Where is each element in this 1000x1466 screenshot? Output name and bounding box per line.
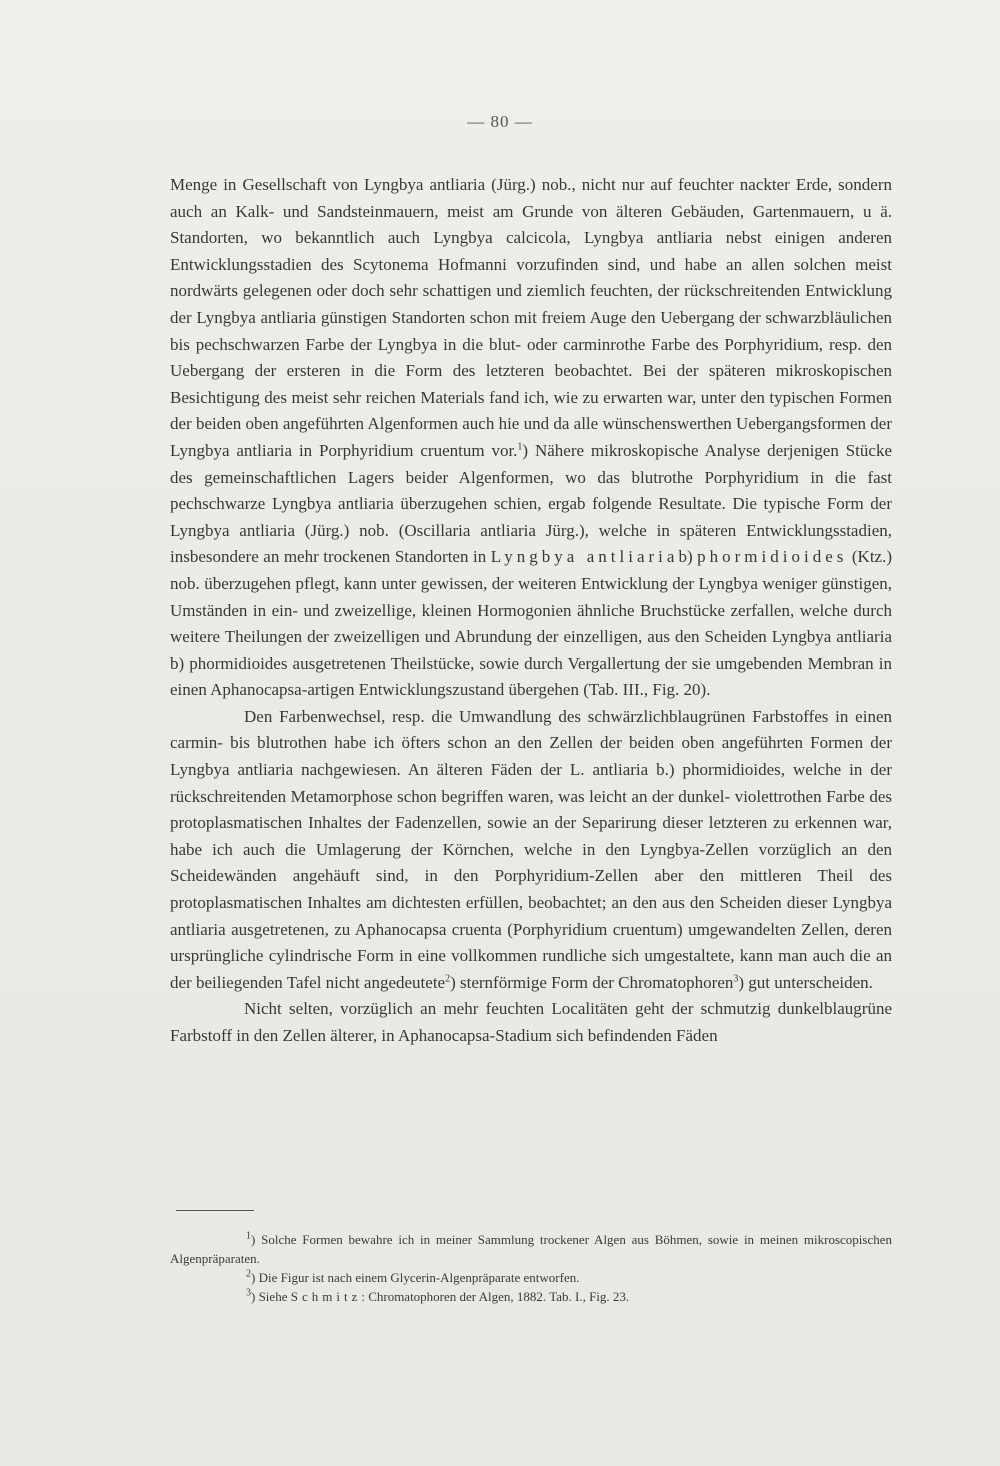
paragraph-2 <box>170 704 892 997</box>
footnote-text: : Chromatophoren der Algen, 1882. Tab. I., Fig. 23. <box>361 1289 630 1304</box>
spaced-species-name: Lyngbya antliaria <box>490 547 679 567</box>
paragraph-text: b) <box>678 547 698 567</box>
footnote-text: ) Solche Formen bewahre ich in meiner Sammlung trockener Algen aus Böhmen, sowie in meinen mikroscopischen Algenpräparaten. <box>170 1232 892 1266</box>
footnote-3 <box>170 1287 892 1306</box>
footnote-mark: 2 <box>246 1268 251 1280</box>
paragraph-3 <box>170 996 892 1049</box>
paragraph-text: Menge in Gesellschaft von Lyngbya antliaria (Jürg.) nob., nicht nur auf feuchter nackter Erde, sondern auch an Kalk- und Sandsteinmauern, meist am Grunde von älteren Gebäuden, Gartenmauern, u ä. Standorten, wo bekanntlich auch Lyngbya calcicola, Lyngbya antliaria nebst einigen anderen Entwicklungsstadien des Scytonema Hofmanni vorzufinden sind, und habe an allen solchen meist nordwärts gelegenen oder doch sehr schattigen und ziemlich feuchten, der rückschreitenden Entwicklung der Lyngbya antliaria günstigen Standorten schon mit freiem Auge den Uebergang der schwarzbläulichen bis pechschwarzen Farbe der Lyngbya in die blut- oder carminrothe Farbe des Porphyridium, resp. den Uebergang der ersteren in die Form des letzteren beobachtet. Bei der späteren mikroskopischen Besichtigung des meist sehr reichen Materials fand ich, wie zu erwarten war, unter den typischen Formen der beiden oben angeführten Algenformen auch hie und da alle wünschenswerthen Uebergangsformen der Lyngbya antliaria in Porphyridium cruentum vor. <box>170 175 892 460</box>
paragraph-text: ) sternförmige Form der Chromatophoren <box>450 972 734 992</box>
footnote-mark: 3 <box>246 1287 251 1299</box>
footnote-text: ) Die Figur ist nach einem Glycerin-Algenpräparate entworfen. <box>251 1270 580 1285</box>
footnote-ref-3: 3 <box>733 973 739 985</box>
body-text <box>170 172 892 1050</box>
paragraph-text: Den Farbenwechsel, resp. die Umwandlung des schwärzlichblaugrünen Farbstoffes in einen carmin- bis blutrothen habe ich öfters schon an den Zellen der beiden oben angeführten Formen der Lyngbya antliaria nachgewiesen. An älteren Fäden der L. antliaria b.) phormidioides, welche in der rückschreitenden Metamorphose schon begriffen waren, was leicht an der dunkel- violettrothen Farbe des protoplasmatischen Inhaltes der Fadenzellen, sowie an der Separirung dieser letzteren zu erkennen war, habe ich auch die Umlagerung der Körnchen, welche in den Lyngbya-Zellen vorzüglich an den Scheidewänden angehäuft sind, in den Porphyridium-Zellen aber den mittleren Theil des protoplasmatischen Inhaltes am dichtesten erfüllen, beobachtet; an den aus den Scheiden dieser Lyngbya antliaria ausgetretenen, zu Aphanocapsa cruenta (Porphyridium cruentum) umgewandelten Zellen, deren ursprüngliche cylindrische Form in eine vollkommen rundliche sich umgestaltete, kann man auch die an der beiliegenden Tafel nicht angedeutete <box>170 706 892 992</box>
footnote-2 <box>170 1268 892 1287</box>
footnote-divider <box>176 1210 254 1211</box>
footnote-mark: 1 <box>246 1230 251 1242</box>
footnote-1 <box>170 1230 892 1268</box>
paragraph-text: Nicht selten, vorzüglich an mehr feuchten Localitäten geht der schmutzig dunkelblaugrüne Farbstoff in den Zellen älterer, in Aphanocapsa-Stadium sich befindenden Fäden <box>170 999 892 1045</box>
paragraph-text: ) gut unterscheiden. <box>738 972 873 992</box>
paragraph-text: ) Nähere mikroskopische Analyse derjenigen Stücke des gemeinschaftlichen Lagers beider Algenformen, wo das blutrothe Porphyridium in die fast pechschwarze Lyngbya antliaria überzugehen schien, ergab folgende Resultate. Die typische Form der Lyngbya antliaria (Jürg.) nob. (Oscillaria antliaria Jürg.), welche in späteren Entwicklungsstadien, insbesondere an mehr trockenen Standorten in <box>170 440 892 567</box>
spaced-variety-name: phormidioides <box>697 547 848 567</box>
footnote-text: ) Siehe <box>251 1289 291 1304</box>
paragraph-text: (Ktz.) nob. überzugehen pflegt, kann unter gewissen, der weiteren Entwicklung der Lyngbya weniger günstigen, Umständen in ein- und zweizellige, kleinen Hormogonien ähnliche Bruchstücke zerfallen, welche durch weitere Theilungen der zweizelligen und Abrundung der einzelligen, aus den Scheiden Lyngbya antliaria b) phormidioides ausgetretenen Theilstücke, sowie durch Vergallertung der sie umgebenden Membran in einen Aphanocapsa-artigen Entwicklungszustand übergehen (Tab. III., Fig. 20). <box>170 547 892 700</box>
page-number: — 80 — <box>467 112 533 131</box>
footnote-ref-2: 2 <box>445 973 451 985</box>
footnotes <box>170 1230 892 1306</box>
footnote-author: Schmitz <box>290 1289 362 1304</box>
paragraph-1 <box>170 172 892 704</box>
footnote-ref-1: 1 <box>517 441 523 453</box>
